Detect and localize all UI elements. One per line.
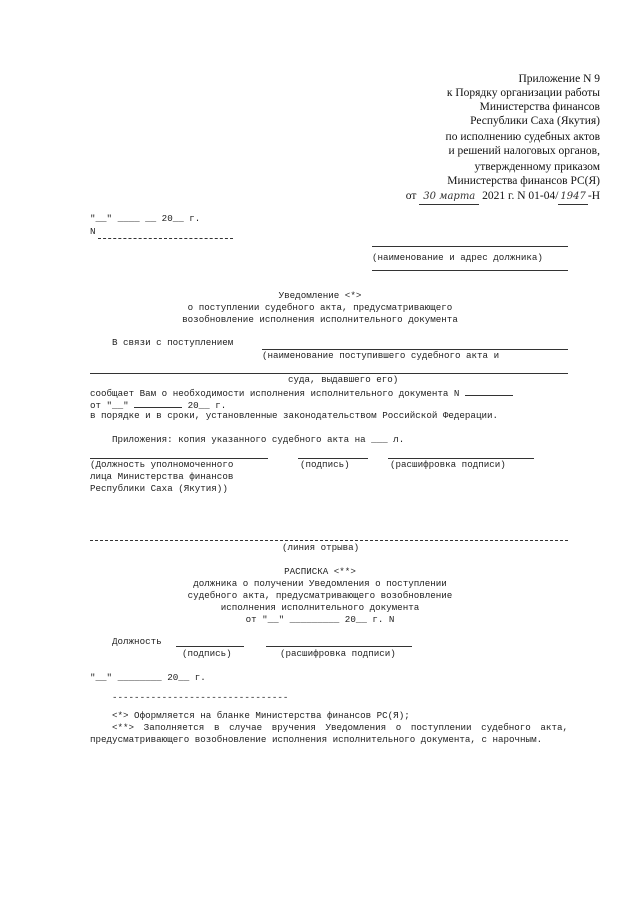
notice-attachment: Приложения: копия указанного судебного акта на ___ л. bbox=[112, 434, 405, 445]
top-number-line bbox=[98, 238, 233, 239]
addressee-caption: (наименование и адрес должника) bbox=[372, 252, 543, 263]
notice-body-1-text: сообщает Вам о необходимости исполнения исполнительного документа N bbox=[90, 388, 460, 399]
header-line-2: к Порядку организации работы bbox=[446, 87, 600, 99]
notice-subtitle-1: о поступлении судебного акта, предусматривающего bbox=[187, 302, 453, 313]
receipt-signature-line bbox=[176, 646, 244, 647]
notice-title: Уведомление <*> bbox=[278, 290, 362, 301]
cut-line bbox=[90, 540, 568, 541]
sign-position-3: Республики Саха (Якутия)) bbox=[90, 483, 228, 494]
receipt-signature-caption: (подпись) bbox=[182, 648, 232, 659]
notice-caption-court: суда, выдавшего его) bbox=[288, 374, 399, 385]
receipt-title: РАСПИСКА <**> bbox=[284, 566, 356, 577]
sign-decode-caption: (расшифровка подписи) bbox=[390, 459, 506, 470]
order-mid: 2021 г. N 01-04/ bbox=[482, 190, 559, 202]
notice-caption-act: (наименование поступившего судебного акта и bbox=[262, 350, 500, 361]
receipt-decode-caption: (расшифровка подписи) bbox=[280, 648, 396, 659]
header-line-7: утвержденному приказом bbox=[474, 161, 600, 173]
notice-body-3: в порядке и в сроки, установленные законодательством Российской Федерации. bbox=[90, 410, 498, 421]
order-reference bbox=[406, 189, 600, 205]
receipt-line-2: судебного акта, предусматривающего возобновление bbox=[187, 590, 453, 601]
notice-month-blank bbox=[134, 398, 182, 408]
footnote-1: <*> Оформляется на бланке Министерства финансов РС(Я); bbox=[112, 710, 410, 721]
addressee-line-1 bbox=[372, 246, 568, 247]
receipt-date-line: "__" ________ 20__ г. bbox=[90, 672, 206, 683]
sign-signature-caption: (подпись) bbox=[300, 459, 350, 470]
header-line-8: Министерства финансов РС(Я) bbox=[447, 175, 600, 187]
header-line-1: Приложение N 9 bbox=[518, 73, 600, 85]
sign-position-1: (Должность уполномоченного bbox=[90, 459, 234, 470]
cut-line-caption: (линия отрыва) bbox=[282, 542, 360, 553]
notice-subtitle-2: возобновление исполнения исполнительного документа bbox=[182, 314, 458, 325]
notice-body-2-from: от "__" bbox=[90, 400, 129, 411]
order-number-handwritten: 1947 bbox=[558, 190, 587, 205]
receipt-position-label: Должность bbox=[112, 636, 162, 647]
header-line-5: по исполнению судебных актов bbox=[445, 131, 600, 143]
notice-intro: В связи с поступлением bbox=[112, 337, 234, 348]
receipt-line-1: должника о получении Уведомления о поступлении bbox=[193, 578, 447, 589]
top-date-line: "__" ____ __ 20__ г. bbox=[90, 213, 201, 224]
receipt-line-3: исполнения исполнительного документа bbox=[220, 602, 420, 613]
footnote-2: <**> Заполняется в случае вручения Уведомления о поступлении судебного акта, предусматривающего возобновление исполнения исполнительного документа, с нарочным. bbox=[90, 722, 568, 745]
order-suffix: -Н bbox=[587, 190, 600, 202]
notice-body-2-year: 20__ г. bbox=[187, 400, 227, 411]
header-line-3: Министерства финансов bbox=[479, 101, 600, 113]
sign-position-2: лица Министерства финансов bbox=[90, 471, 234, 482]
receipt-line-4: от "__" _________ 20__ г. N bbox=[245, 614, 395, 625]
header-line-6: и решений налоговых органов, bbox=[448, 145, 600, 157]
footnote-separator: -------------------------------- bbox=[112, 692, 289, 703]
order-prefix: от bbox=[405, 190, 417, 202]
top-number-prefix: N bbox=[90, 226, 96, 237]
order-date-handwritten: 30 марта bbox=[419, 190, 479, 205]
receipt-decode-line bbox=[266, 646, 412, 647]
addressee-line-2 bbox=[372, 270, 568, 271]
header-line-4: Республики Саха (Якутия) bbox=[470, 115, 600, 127]
document-number-blank bbox=[465, 386, 513, 396]
